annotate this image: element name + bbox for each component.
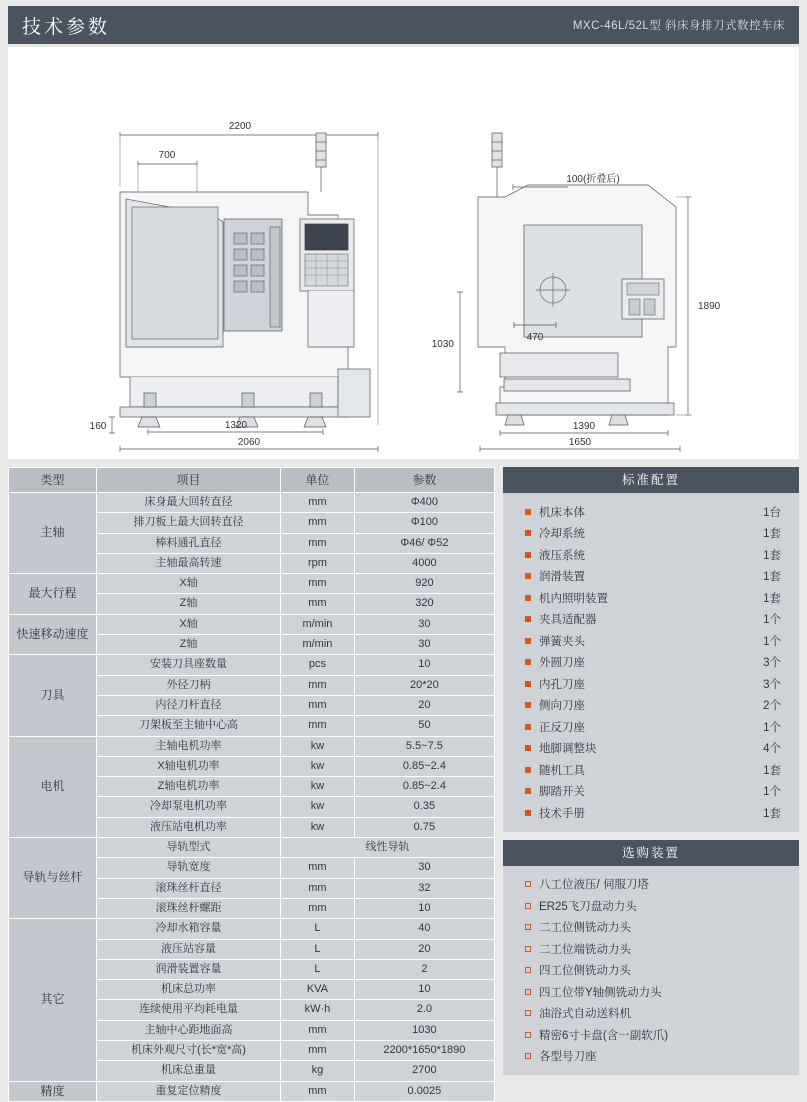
item-cell: 液压站容量: [96, 939, 280, 959]
config-item-qty: 1个: [763, 635, 781, 648]
unit-cell: mm: [281, 1020, 355, 1040]
list-item: [503, 938, 799, 960]
dim-right-inner-height: 1030: [431, 339, 454, 350]
bullet-icon: [525, 989, 531, 995]
list-item: [503, 566, 799, 588]
bullet-icon: [525, 767, 531, 773]
item-cell: 冷却泵电机功率: [96, 797, 280, 817]
value-cell: 20: [354, 695, 494, 715]
optional-config-title: 选购装置: [503, 840, 799, 866]
model-subtitle: MXC-46L/52L型 斜床身排刀式数控车床: [572, 20, 785, 32]
bullet-icon: [525, 745, 531, 751]
config-item-name: 夹具适配器: [539, 614, 597, 627]
item-cell: 润滑装置容量: [96, 959, 280, 979]
bullet-icon: [525, 967, 531, 973]
value-cell: 0.35: [354, 797, 494, 817]
unit-cell: mm: [281, 695, 355, 715]
dim-top-width: 2200: [228, 121, 252, 132]
unit-cell: kw: [281, 756, 355, 776]
optional-config-panel: [503, 840, 799, 1076]
list-item: [503, 1024, 799, 1046]
table-row: [9, 493, 495, 513]
item-cell: 内径刀杆直径: [96, 695, 280, 715]
config-item-name: 随机工具: [539, 764, 585, 777]
config-item-name: 冷却系统: [539, 528, 585, 541]
list-item: [503, 874, 799, 896]
value-cell: 30: [354, 614, 494, 634]
config-item-name: 地脚调整块: [539, 743, 597, 756]
value-cell: 20: [354, 939, 494, 959]
config-item-qty: 1个: [763, 614, 781, 627]
bullet-icon: [525, 509, 531, 515]
item-cell: 安装刀具座数量: [96, 655, 280, 675]
value-cell: 320: [354, 594, 494, 614]
category-cell: 主轴: [9, 493, 97, 574]
unit-cell: mm: [281, 533, 355, 553]
table-row: [9, 919, 495, 939]
bullet-icon: [525, 702, 531, 708]
table-header-row: [9, 468, 495, 493]
unit-cell: m/min: [281, 614, 355, 634]
value-cell: 0.85~2.4: [354, 777, 494, 797]
config-item-qty: 1套: [763, 764, 781, 777]
table-row: [9, 574, 495, 594]
config-item-qty: 1个: [763, 721, 781, 734]
item-cell: 主轴电机功率: [96, 736, 280, 756]
config-item-name: 机内照明装置: [539, 592, 608, 605]
list-item: [503, 609, 799, 631]
item-cell: X轴: [96, 574, 280, 594]
col-header-item: 项目: [96, 468, 280, 493]
value-cell: Φ46/ Φ52: [354, 533, 494, 553]
config-item-qty: 1套: [763, 549, 781, 562]
item-cell: 床身最大回转直径: [96, 493, 280, 513]
dim-right-height: 1890: [698, 301, 721, 312]
list-item: [503, 1046, 799, 1068]
item-cell: Z轴电机功率: [96, 777, 280, 797]
unit-cell: mm: [281, 574, 355, 594]
standard-config-title: 标准配置: [503, 467, 799, 493]
bullet-icon: [525, 1010, 531, 1016]
bullet-icon: [525, 724, 531, 730]
dim-bottom-total: 2060: [237, 437, 261, 448]
category-cell: 快速移动速度: [9, 614, 97, 655]
col-header-value: 参数: [354, 468, 494, 493]
optional-item-name: 八工位液压/ 伺服刀塔: [539, 879, 649, 892]
config-item-name: 外圆刀座: [539, 657, 585, 670]
bullet-icon: [525, 638, 531, 644]
value-cell: 0.85~2.4: [354, 756, 494, 776]
item-cell: X轴电机功率: [96, 756, 280, 776]
col-header-unit: 单位: [281, 468, 355, 493]
unit-cell: L: [281, 939, 355, 959]
value-cell: 30: [354, 635, 494, 655]
value-cell: 50: [354, 716, 494, 736]
value-cell: 10: [354, 980, 494, 1000]
item-cell: 机床外观尺寸(长*宽*高): [96, 1041, 280, 1061]
list-item: [503, 802, 799, 824]
bullet-icon: [525, 810, 531, 816]
config-item-name: 内孔刀座: [539, 678, 585, 691]
dim-right-width-total: 1650: [568, 437, 592, 448]
list-item: [503, 759, 799, 781]
value-cell: 0.0025: [354, 1081, 494, 1101]
config-item-name: 技术手册: [539, 807, 585, 820]
category-cell: 导轨与丝杆: [9, 838, 97, 919]
list-item: [503, 695, 799, 717]
item-cell: 液压站电机功率: [96, 817, 280, 837]
unit-cell: KVA: [281, 980, 355, 1000]
table-body: [9, 493, 495, 1102]
col-header-type: 类型: [9, 468, 97, 493]
unit-cell: pcs: [281, 655, 355, 675]
value-cell: Φ100: [354, 513, 494, 533]
value-cell: 20*20: [354, 675, 494, 695]
optional-item-name: 二工位侧铣动力头: [539, 922, 631, 935]
category-cell: 最大行程: [9, 574, 97, 615]
item-cell: Z轴: [96, 594, 280, 614]
category-cell: 精度: [9, 1081, 97, 1101]
unit-cell: kw: [281, 817, 355, 837]
item-cell: 连续使用平均耗电量: [96, 1000, 280, 1020]
list-item: [503, 673, 799, 695]
value-cell: 10: [354, 655, 494, 675]
config-column: [503, 467, 799, 1075]
optional-item-name: 精密6寸卡盘(含一副软爪): [539, 1029, 669, 1042]
item-cell: 冷却水箱容量: [96, 919, 280, 939]
value-cell: 32: [354, 878, 494, 898]
list-item: [503, 630, 799, 652]
unit-cell: mm: [281, 594, 355, 614]
config-item-qty: 1套: [763, 528, 781, 541]
value-cell: 920: [354, 574, 494, 594]
dim-bottom-inner: 1320: [224, 420, 248, 431]
config-item-qty: 2个: [763, 700, 781, 713]
bullet-icon: [525, 1032, 531, 1038]
item-cell: 排刀板上最大回转直径: [96, 513, 280, 533]
lower-content: [8, 467, 799, 1102]
table-row: [9, 736, 495, 756]
category-cell: 其它: [9, 919, 97, 1081]
value-cell: 4000: [354, 553, 494, 573]
value-cell: 1030: [354, 1020, 494, 1040]
value-cell: 2700: [354, 1061, 494, 1081]
config-item-name: 液压系统: [539, 549, 585, 562]
unit-cell: kw: [281, 797, 355, 817]
list-item: [503, 716, 799, 738]
bullet-icon: [525, 924, 531, 930]
config-item-name: 机床本体: [539, 506, 585, 519]
value-cell: 2: [354, 959, 494, 979]
standard-config-list: [503, 493, 799, 832]
config-item-qty: 3个: [763, 678, 781, 691]
unit-cell: kw: [281, 777, 355, 797]
unit-cell: rpm: [281, 553, 355, 573]
config-item-name: 正反刀座: [539, 721, 585, 734]
config-item-name: 弹簧夹头: [539, 635, 585, 648]
item-cell: Z轴: [96, 635, 280, 655]
unit-cell: kg: [281, 1061, 355, 1081]
unit-cell: mm: [281, 1081, 355, 1101]
item-cell: 主轴最高转速: [96, 553, 280, 573]
item-cell: 滚珠丝杆螺距: [96, 898, 280, 918]
value-cell: 线性导轨: [281, 838, 495, 858]
optional-item-name: 四工位带Y轴侧铣动力头: [539, 986, 662, 999]
config-item-qty: 1台: [763, 506, 781, 519]
value-cell: Φ400: [354, 493, 494, 513]
unit-cell: mm: [281, 858, 355, 878]
dim-fold: 100(折叠后): [566, 174, 620, 185]
list-item: [503, 652, 799, 674]
list-item: [503, 501, 799, 523]
value-cell: 2.0: [354, 1000, 494, 1020]
list-item: [503, 587, 799, 609]
config-item-qty: 1套: [763, 807, 781, 820]
config-item-name: 侧向刀座: [539, 700, 585, 713]
config-item-name: 脚踏开关: [539, 786, 585, 799]
machine-drawing-panel: [8, 47, 799, 459]
unit-cell: mm: [281, 1041, 355, 1061]
optional-item-name: 各型号刀座: [539, 1051, 597, 1064]
page-title: 技术参数: [22, 16, 111, 38]
unit-cell: L: [281, 919, 355, 939]
unit-cell: kw: [281, 736, 355, 756]
value-cell: 40: [354, 919, 494, 939]
item-cell: 重复定位精度: [96, 1081, 280, 1101]
unit-cell: mm: [281, 493, 355, 513]
value-cell: 0.75: [354, 817, 494, 837]
page-header: [8, 6, 799, 44]
spec-table-column: [8, 467, 495, 1102]
config-item-qty: 1个: [763, 786, 781, 799]
config-item-name: 润滑装置: [539, 571, 585, 584]
bullet-icon: [525, 788, 531, 794]
list-item: [503, 917, 799, 939]
unit-cell: mm: [281, 878, 355, 898]
value-cell: 30: [354, 858, 494, 878]
optional-item-name: 二工位端铣动力头: [539, 943, 631, 956]
unit-cell: m/min: [281, 635, 355, 655]
unit-cell: mm: [281, 675, 355, 695]
table-row: [9, 655, 495, 675]
table-row: [9, 1081, 495, 1101]
list-item: [503, 523, 799, 545]
value-cell: 2200*1650*1890: [354, 1041, 494, 1061]
config-item-qty: 4个: [763, 743, 781, 756]
standard-config-panel: [503, 467, 799, 832]
bullet-icon: [525, 552, 531, 558]
config-item-qty: 1套: [763, 571, 781, 584]
dim-right-base: 470: [526, 332, 544, 343]
category-cell: 电机: [9, 736, 97, 837]
bullet-icon: [525, 659, 531, 665]
item-cell: X轴: [96, 614, 280, 634]
table-row: [9, 614, 495, 634]
optional-item-name: ER25飞刀盘动力头: [539, 900, 637, 913]
unit-cell: mm: [281, 716, 355, 736]
list-item: [503, 544, 799, 566]
bullet-icon: [525, 881, 531, 887]
bullet-icon: [525, 946, 531, 952]
bullet-icon: [525, 616, 531, 622]
item-cell: 滚珠丝杆直径: [96, 878, 280, 898]
machine-drawing-svg: [8, 47, 799, 459]
unit-cell: mm: [281, 898, 355, 918]
specification-table: [8, 467, 495, 1102]
unit-cell: mm: [281, 513, 355, 533]
item-cell: 刀架板至主轴中心高: [96, 716, 280, 736]
config-item-qty: 1套: [763, 592, 781, 605]
item-cell: 主轴中心距地面高: [96, 1020, 280, 1040]
value-cell: 10: [354, 898, 494, 918]
bullet-icon: [525, 530, 531, 536]
list-item: [503, 895, 799, 917]
dim-left-offset: 700: [158, 150, 176, 161]
table-row: [9, 838, 495, 858]
item-cell: 机床总重量: [96, 1061, 280, 1081]
bullet-icon: [525, 681, 531, 687]
item-cell: 外径刀柄: [96, 675, 280, 695]
optional-config-list: [503, 866, 799, 1076]
dim-base-height: 160: [89, 421, 107, 432]
optional-item-name: 油浴式自动送料机: [539, 1008, 631, 1021]
bullet-icon: [525, 595, 531, 601]
optional-item-name: 四工位侧铣动力头: [539, 965, 631, 978]
bullet-icon: [525, 573, 531, 579]
category-cell: 刀具: [9, 655, 97, 736]
item-cell: 棒料通孔直径: [96, 533, 280, 553]
config-item-qty: 3个: [763, 657, 781, 670]
dim-right-width-inner: 1390: [572, 421, 596, 432]
value-cell: 5.5~7.5: [354, 736, 494, 756]
list-item: [503, 960, 799, 982]
list-item: [503, 738, 799, 760]
item-cell: 导轨型式: [96, 838, 280, 858]
bullet-icon: [525, 1053, 531, 1059]
bullet-icon: [525, 903, 531, 909]
list-item: [503, 1003, 799, 1025]
list-item: [503, 781, 799, 803]
unit-cell: L: [281, 959, 355, 979]
list-item: [503, 981, 799, 1003]
unit-cell: kW·h: [281, 1000, 355, 1020]
item-cell: 机床总功率: [96, 980, 280, 1000]
item-cell: 导轨宽度: [96, 858, 280, 878]
